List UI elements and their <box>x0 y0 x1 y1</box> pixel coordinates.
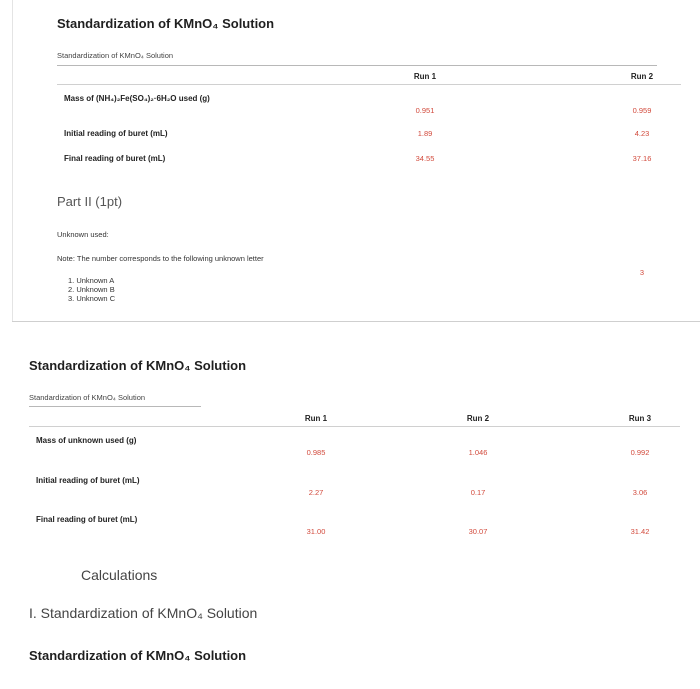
s2-mass-run1: 0.985 <box>306 448 326 457</box>
s1-initial-run1: 1.89 <box>417 129 433 138</box>
s2-mass-run3: 0.992 <box>630 448 650 457</box>
unknown-list-item-a: 1. Unknown A <box>68 276 115 285</box>
s2-row-label-final: Final reading of buret (mL) <box>36 515 138 524</box>
s2-mass-run2: 1.046 <box>468 448 488 457</box>
section2-divider <box>29 406 201 407</box>
s1-mass-run2: 0.959 <box>632 106 652 115</box>
section1-subtitle: Standardization of KMnO₄ Solution <box>57 51 174 60</box>
s1-col-run1: Run 1 <box>413 72 437 81</box>
s1-final-run2: 37.16 <box>632 154 652 163</box>
calculations-subheading: Standardization of KMnO₄ Solution <box>29 648 247 663</box>
s2-col-run2: Run 2 <box>466 414 490 423</box>
unknown-answer: 3 <box>639 268 645 277</box>
s2-final-run2: 30.07 <box>468 527 488 536</box>
part2-heading: Part II (1pt) <box>57 194 123 209</box>
s2-col-run3: Run 3 <box>628 414 652 423</box>
card-border-left <box>12 0 13 322</box>
s1-final-run1: 34.55 <box>415 154 435 163</box>
s1-mass-run1: 0.951 <box>415 106 435 115</box>
s2-final-run3: 31.42 <box>630 527 650 536</box>
unknown-list <box>68 276 115 303</box>
s2-initial-run1: 2.27 <box>308 488 324 497</box>
calculations-item: I. Standardization of KMnO₄ Solution <box>29 605 258 621</box>
section2-subtitle: Standardization of KMnO₄ Solution <box>29 393 146 402</box>
s2-final-run1: 31.00 <box>306 527 326 536</box>
s1-row-label-initial: Initial reading of buret (mL) <box>64 129 168 138</box>
s1-initial-run2: 4.23 <box>634 129 650 138</box>
s1-row-label-mass: Mass of (NH₄)₂Fe(SO₄)₂·6H₂O used (g) <box>64 94 210 103</box>
s2-row-label-initial: Initial reading of buret (mL) <box>36 476 140 485</box>
s1-row-label-final: Final reading of buret (mL) <box>64 154 166 163</box>
section1-divider <box>57 65 657 66</box>
section1-title: Standardization of KMnO₄ Solution <box>57 16 275 31</box>
s2-row-label-mass: Mass of unknown used (g) <box>36 436 137 445</box>
section2-title: Standardization of KMnO₄ Solution <box>29 358 247 373</box>
unknown-list-item-c: 3. Unknown C <box>68 294 116 303</box>
note-text: Note: The number corresponds to the following unknown letter <box>57 254 264 263</box>
s1-header-rule <box>57 84 681 85</box>
s2-initial-run2: 0.17 <box>470 488 486 497</box>
unknown-list-item-b: 2. Unknown B <box>68 285 115 294</box>
calculations-heading: Calculations <box>81 567 158 583</box>
card-border-bottom <box>12 321 700 322</box>
s2-initial-run3: 3.06 <box>632 488 648 497</box>
unknown-used-label: Unknown used: <box>57 230 109 239</box>
s2-col-run1: Run 1 <box>304 414 328 423</box>
s1-col-run2: Run 2 <box>630 72 654 81</box>
s2-header-rule <box>29 426 680 427</box>
